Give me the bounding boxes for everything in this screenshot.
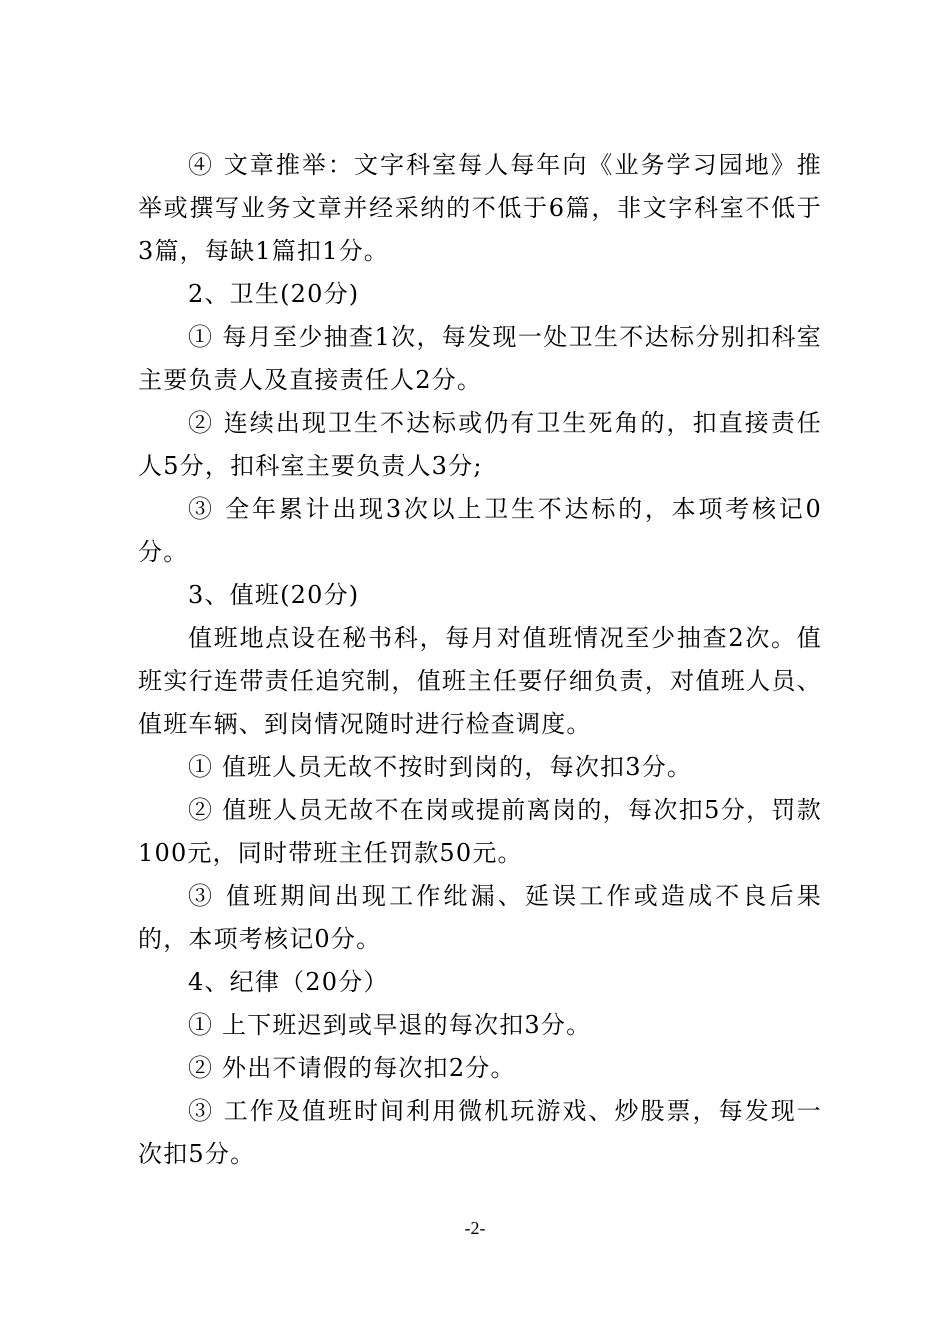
paragraph-duty-intro: 值班地点设在秘书科，每月对值班情况至少抽查2次。值班实行连带责任追究制，值班主任要仔细负责，对值班人员、值班车辆、到岗情况随时进行检查调度。 xyxy=(138,624,822,738)
paragraph-article-recommendation: ④ 文章推举：文字科室每人每年向《业务学习园地》推举或撰写业务文章并经采纳的不低于6篇，非文字科室不低于3篇，每缺1篇扣1分。 xyxy=(138,151,822,265)
section-heading-hygiene: 2、卫生(20分) xyxy=(188,280,360,308)
paragraph-discipline-item-2: ② 外出不请假的每次扣2分。 xyxy=(188,1054,516,1082)
paragraph-duty-item-3: ③ 值班期间出现工作纰漏、延误工作或造成不良后果的，本项考核记0分。 xyxy=(138,882,822,953)
paragraph-hygiene-item-2: ② 连续出现卫生不达标或仍有卫生死角的，扣直接责任人5分，扣科室主要负责人3分; xyxy=(138,409,822,480)
paragraph-discipline-item-3: ③ 工作及值班时间利用微机玩游戏、炒股票，每发现一次扣5分。 xyxy=(138,1097,822,1168)
paragraph-hygiene-item-3: ③ 全年累计出现3次以上卫生不达标的，本项考核记0分。 xyxy=(138,495,822,566)
page-number: -2- xyxy=(464,1218,486,1238)
paragraph-discipline-item-1: ① 上下班迟到或早退的每次扣3分。 xyxy=(188,1011,592,1039)
section-heading-discipline: 4、纪律（20分） xyxy=(188,968,389,996)
paragraph-hygiene-item-1: ① 每月至少抽查1次，每发现一处卫生不达标分别扣科室主要负责人及直接责任人2分。 xyxy=(138,323,822,394)
paragraph-duty-item-1: ① 值班人员无故不按时到岗的，每次扣3分。 xyxy=(188,753,693,781)
paragraph-duty-item-2: ② 值班人员无故不在岗或提前离岗的，每次扣5分，罚款100元，同时带班主任罚款50元。 xyxy=(138,796,822,867)
document-body xyxy=(138,144,822,1176)
section-heading-duty: 3、值班(20分) xyxy=(188,581,360,609)
